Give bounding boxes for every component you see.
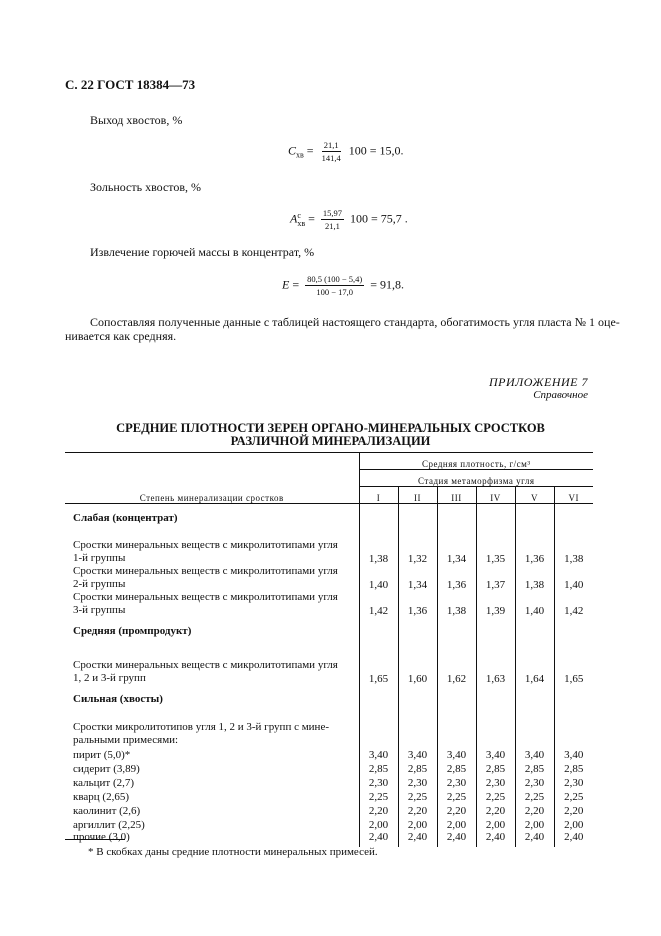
cell: 2,30 [554, 775, 593, 789]
cell: 1,42 [359, 591, 398, 617]
cell: 2,00 [437, 817, 476, 831]
cell: 1,37 [476, 565, 515, 591]
stage-header: IV [476, 487, 515, 504]
table-row [65, 775, 593, 789]
formula-rhs: 100 = 75,7 . [350, 211, 408, 226]
formula-lhs: E [282, 277, 290, 292]
row-label: Сростки минеральных веществ с микролитотипами угля 3-й группы [73, 590, 338, 616]
cell: 2,00 [515, 817, 554, 831]
cell: 2,20 [398, 803, 437, 817]
table-row [65, 789, 593, 803]
cell: 1,62 [437, 645, 476, 685]
row-label: аргиллит (2,25) [73, 818, 145, 831]
cell: 2,85 [437, 761, 476, 775]
table-row [65, 532, 593, 565]
cell: 3,40 [476, 747, 515, 761]
cell: 3,40 [398, 747, 437, 761]
formula-lhs-sub: хв [296, 150, 304, 160]
stage-header: I [359, 487, 398, 504]
cell: 2,25 [476, 789, 515, 803]
cell: 1,64 [515, 645, 554, 685]
cell: 1,36 [398, 591, 437, 617]
formula-eq: = [292, 277, 300, 292]
table-row [65, 591, 593, 617]
cell: 2,00 [476, 817, 515, 831]
cell: 2,30 [437, 775, 476, 789]
section-title: Средняя (промпродукт) [73, 624, 192, 637]
row-label: Сростки минеральных веществ с микролитотипами угля 2-й группы [73, 564, 338, 590]
table-row [65, 803, 593, 817]
table-row [65, 565, 593, 591]
cell: 1,36 [515, 532, 554, 565]
cell: 2,20 [437, 803, 476, 817]
cell: 2,25 [554, 789, 593, 803]
row-label: Сростки микролитотипов угля 1, 2 и 3-й групп с мине- ральными примесями: [73, 720, 329, 746]
footnote-divider [65, 839, 125, 840]
formula-lhs-sub: хв [297, 218, 306, 228]
appendix-type: Справочное [533, 389, 588, 401]
tailings-ash-formula [290, 208, 408, 231]
row-label: кварц (2,65) [73, 790, 129, 803]
cell: 2,40 [398, 831, 437, 847]
cell: 2,00 [554, 817, 593, 831]
cell: 2,40 [437, 831, 476, 847]
formula-rhs: 100 = 15,0. [348, 143, 404, 158]
cell: 2,40 [554, 831, 593, 847]
tailings-yield-formula [288, 140, 403, 163]
formula-fraction [321, 208, 344, 231]
cell: 3,40 [359, 747, 398, 761]
section-row [65, 617, 593, 645]
cell: 2,20 [515, 803, 554, 817]
cell: 3,40 [515, 747, 554, 761]
fraction-numerator: 15,97 [322, 208, 343, 218]
fraction-denominator: 141,4 [321, 153, 341, 163]
cell: 1,42 [554, 591, 593, 617]
cell: 1,65 [554, 645, 593, 685]
section-title: Слабая (концентрат) [73, 511, 178, 524]
cell: 1,38 [359, 532, 398, 565]
cell: 2,20 [359, 803, 398, 817]
formula-fraction [305, 274, 364, 297]
cell: 2,00 [359, 817, 398, 831]
cell: 1,35 [476, 532, 515, 565]
table-row [65, 817, 593, 831]
cell: 2,20 [476, 803, 515, 817]
density-table [65, 452, 593, 847]
table-row [65, 831, 593, 847]
cell: 2,00 [398, 817, 437, 831]
cell: 2,85 [515, 761, 554, 775]
fraction-denominator: 21,1 [325, 221, 340, 231]
section-row [65, 504, 593, 532]
formula-fraction [320, 140, 343, 163]
fraction-numerator: 21,1 [323, 140, 339, 150]
cell: 2,25 [398, 789, 437, 803]
cell: 2,40 [515, 831, 554, 847]
cell: 2,30 [476, 775, 515, 789]
cell: 1,38 [437, 591, 476, 617]
formula-lhs-sup: c [297, 210, 301, 220]
fraction-numerator: 80,5 (100 − 5,4) [307, 274, 363, 284]
col-density-header: Средняя плотность, г/см³ [359, 453, 593, 470]
col-stage-header: Стадия метаморфизма угля [359, 470, 593, 487]
cell: 2,30 [515, 775, 554, 789]
col-degree-header: Степень минерализации сростков [65, 453, 359, 504]
row-label: Сростки минеральных веществ с микролитотипами угля 1-й группы [73, 538, 338, 564]
row-label: каолинит (2,6) [73, 804, 141, 817]
tailings-yield-label: Выход хвостов, % [90, 113, 183, 127]
cell: 1,38 [554, 532, 593, 565]
conclusion-line-2: нивается как средняя. [65, 329, 177, 343]
formula-eq: = [306, 143, 314, 158]
section-title: Сильная (хвосты) [73, 692, 163, 705]
table-row [65, 761, 593, 775]
table-row [65, 645, 593, 685]
combustible-label: Извлечение горючей массы в концентрат, % [90, 245, 315, 259]
row-label: прочие (3,0) [73, 830, 130, 843]
cell: 3,40 [554, 747, 593, 761]
cell: 2,30 [398, 775, 437, 789]
cell: 2,85 [554, 761, 593, 775]
fraction-denominator: 100 − 17,0 [316, 287, 353, 297]
cell: 1,63 [476, 645, 515, 685]
cell: 1,34 [437, 532, 476, 565]
cell: 2,25 [515, 789, 554, 803]
cell: 2,40 [476, 831, 515, 847]
row-label: сидерит (3,89) [73, 762, 140, 775]
cell: 1,32 [398, 532, 437, 565]
cell: 2,85 [359, 761, 398, 775]
table-row [65, 747, 593, 761]
cell: 2,20 [554, 803, 593, 817]
cell: 2,40 [359, 831, 398, 847]
combustible-formula [282, 274, 404, 297]
cell: 2,30 [359, 775, 398, 789]
cell: 2,25 [359, 789, 398, 803]
cell: 1,40 [515, 591, 554, 617]
stage-header: II [398, 487, 437, 504]
table-row [65, 713, 593, 747]
row-label: Сростки минеральных веществ с микролитотипами угля 1, 2 и 3-й групп [73, 658, 338, 684]
cell: 1,65 [359, 645, 398, 685]
stage-header: VI [554, 487, 593, 504]
cell: 1,40 [554, 565, 593, 591]
row-label: кальцит (2,7) [73, 776, 135, 789]
row-label: пирит (5,0)* [73, 748, 131, 761]
cell: 1,39 [476, 591, 515, 617]
cell: 1,40 [359, 565, 398, 591]
page-header: С. 22 ГОСТ 18384—73 [65, 77, 196, 92]
cell: 3,40 [437, 747, 476, 761]
footnote: * В скобках даны средние плотности минеральных примесей. [88, 846, 378, 858]
cell: 1,34 [398, 565, 437, 591]
stage-header: V [515, 487, 554, 504]
formula-lhs: A [290, 211, 298, 226]
table-title-line-2: РАЗЛИЧНОЙ МИНЕРАЛИЗАЦИИ [230, 434, 431, 448]
cell: 1,38 [515, 565, 554, 591]
stage-header: III [437, 487, 476, 504]
cell: 2,85 [398, 761, 437, 775]
formula-rhs: = 91,8. [370, 277, 404, 292]
tailings-ash-label: Зольность хвостов, % [90, 180, 202, 194]
cell: 1,60 [398, 645, 437, 685]
conclusion-line-1: Сопоставляя полученные данные с таблицей настоящего стандарта, обогатимость угля пласта № 1 оце- [90, 315, 620, 329]
cell: 2,25 [437, 789, 476, 803]
appendix-number: ПРИЛОЖЕНИЕ 7 [489, 375, 588, 389]
formula-eq: = [308, 211, 315, 226]
section-row [65, 685, 593, 713]
formula-lhs: C [288, 143, 297, 158]
cell: 2,85 [476, 761, 515, 775]
cell: 1,36 [437, 565, 476, 591]
table-title-line-1: СРЕДНИЕ ПЛОТНОСТИ ЗЕРЕН ОРГАНО-МИНЕРАЛЬНЫХ СРОСТКОВ [116, 421, 545, 435]
